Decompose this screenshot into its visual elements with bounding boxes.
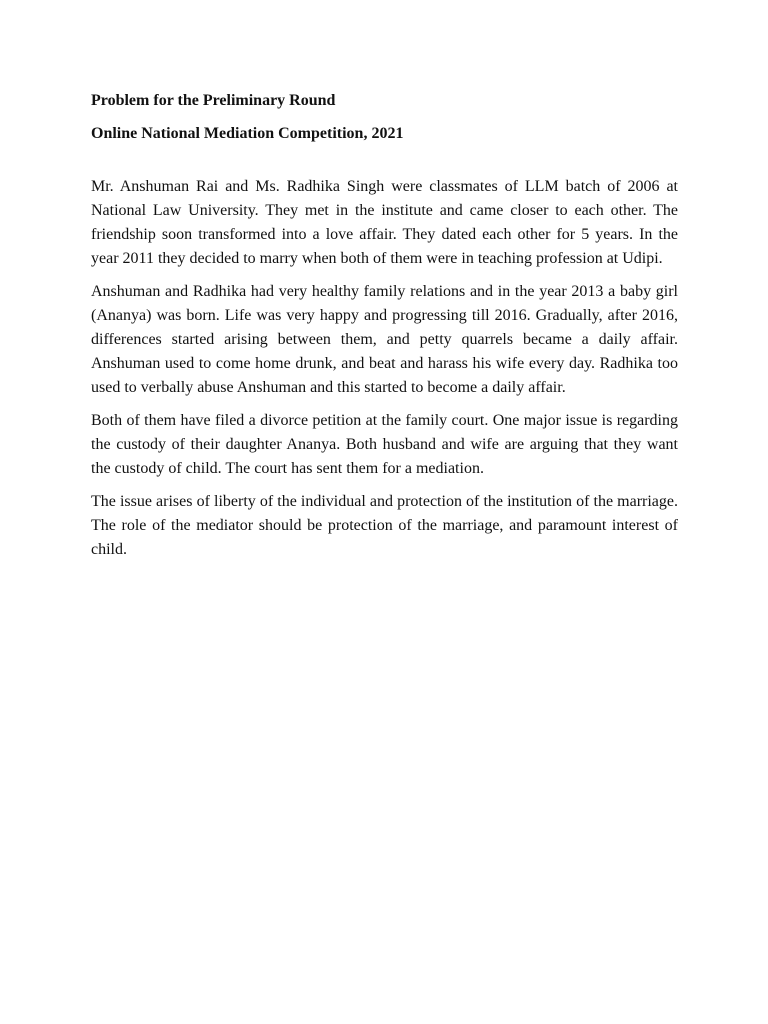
- document-subtitle: Online National Mediation Competition, 2021: [91, 125, 404, 142]
- document-body: [91, 175, 678, 562]
- paragraph-family-relations: Anshuman and Radhika had very healthy family relations and in the year 2013 a baby girl (Ananya) was born. Life was very happy and progressing till 2016. Gradually, after 2016, differences started arising between them, and petty quarrels became a daily affair. Anshuman used to come home drunk, and beat and harass his wife every day. Radhika too used to verbally abuse Anshuman and this started to become a daily affair.: [91, 283, 678, 396]
- paragraph-divorce-petition: Both of them have filed a divorce petition at the family court. One major issue is regarding the custody of their daughter Ananya. Both husband and wife are arguing that they want the custody of child. The court has sent them for a mediation.: [91, 412, 678, 477]
- document-title: Problem for the Preliminary Round: [91, 92, 336, 109]
- paragraph-issue: The issue arises of liberty of the individual and protection of the institution of the marriage. The role of the mediator should be protection of the marriage, and paramount interest of child.: [91, 493, 678, 558]
- paragraph-background: Mr. Anshuman Rai and Ms. Radhika Singh were classmates of LLM batch of 2006 at National Law University. They met in the institute and came closer to each other. The friendship soon transformed into a love affair. They dated each other for 5 years. In the year 2011 they decided to marry when both of them were in teaching profession at Udipi.: [91, 178, 678, 267]
- document-page: [91, 90, 678, 571]
